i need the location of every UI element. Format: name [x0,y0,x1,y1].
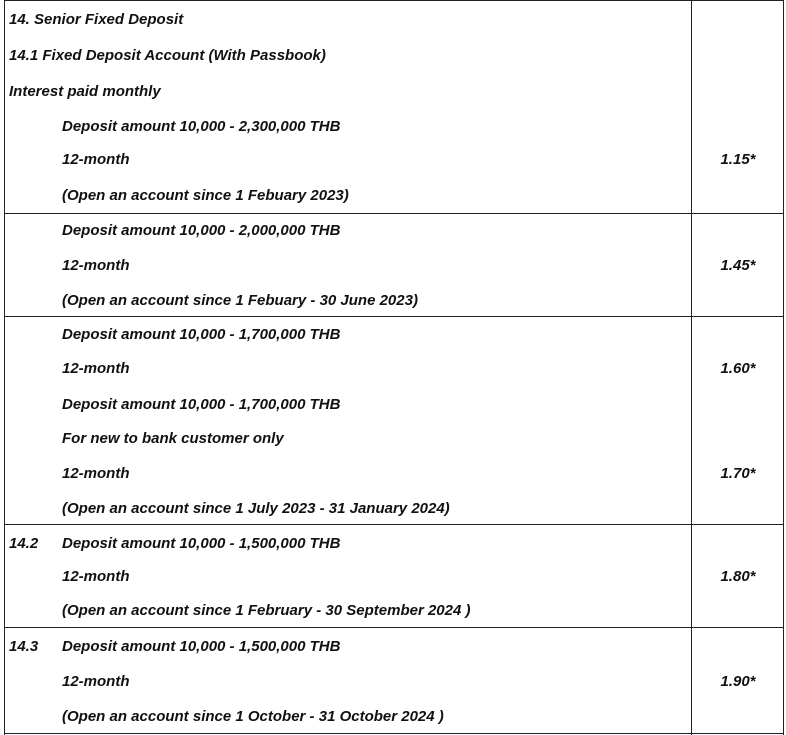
term-label: 12-month [62,151,130,168]
row-divider [4,627,784,628]
term-label: 12-month [62,360,130,377]
interest-rate: 1.15* [720,151,756,168]
interest-rate: 1.45* [720,257,756,274]
interest-rate-new-customer: 1.70* [720,465,756,482]
row-divider [4,733,784,734]
new-customer-note: For new to bank customer only [62,430,284,447]
section-number: 14.3 [9,638,39,655]
deposit-range: Deposit amount 10,000 - 2,300,000 THB [62,118,341,135]
account-period: (Open an account since 1 February - 30 September 2024 ) [62,602,471,619]
term-label: 12-month [62,568,130,585]
section-title: 14. Senior Fixed Deposit [9,11,184,28]
row-divider [4,524,784,525]
deposit-range: Deposit amount 10,000 - 1,700,000 THB [62,326,341,343]
deposit-range: Deposit amount 10,000 - 1,500,000 THB [62,535,341,552]
deposit-range-new-customer: Deposit amount 10,000 - 1,700,000 THB [62,396,341,413]
account-period: (Open an account since 1 October - 31 October 2024 ) [62,708,444,725]
account-period: (Open an account since 1 Febuary 2023) [62,187,349,204]
row-divider [4,0,784,1]
subsection-title: 14.1 Fixed Deposit Account (With Passbook) [9,47,326,64]
account-period: (Open an account since 1 July 2023 - 31 January 2024) [62,500,450,517]
deposit-range: Deposit amount 10,000 - 2,000,000 THB [62,222,341,239]
interest-rate: 1.60* [720,360,756,377]
interest-rate: 1.90* [720,673,756,690]
row-divider [4,316,784,317]
account-period: (Open an account since 1 Febuary - 30 June 2023) [62,292,418,309]
section-number: 14.2 [9,535,39,552]
term-label: 12-month [62,465,130,482]
term-label: 12-month [62,257,130,274]
interest-rate: 1.80* [720,568,756,585]
row-divider [4,213,784,214]
term-label: 12-month [62,673,130,690]
interest-note: Interest paid monthly [9,83,161,100]
deposit-range: Deposit amount 10,000 - 1,500,000 THB [62,638,341,655]
